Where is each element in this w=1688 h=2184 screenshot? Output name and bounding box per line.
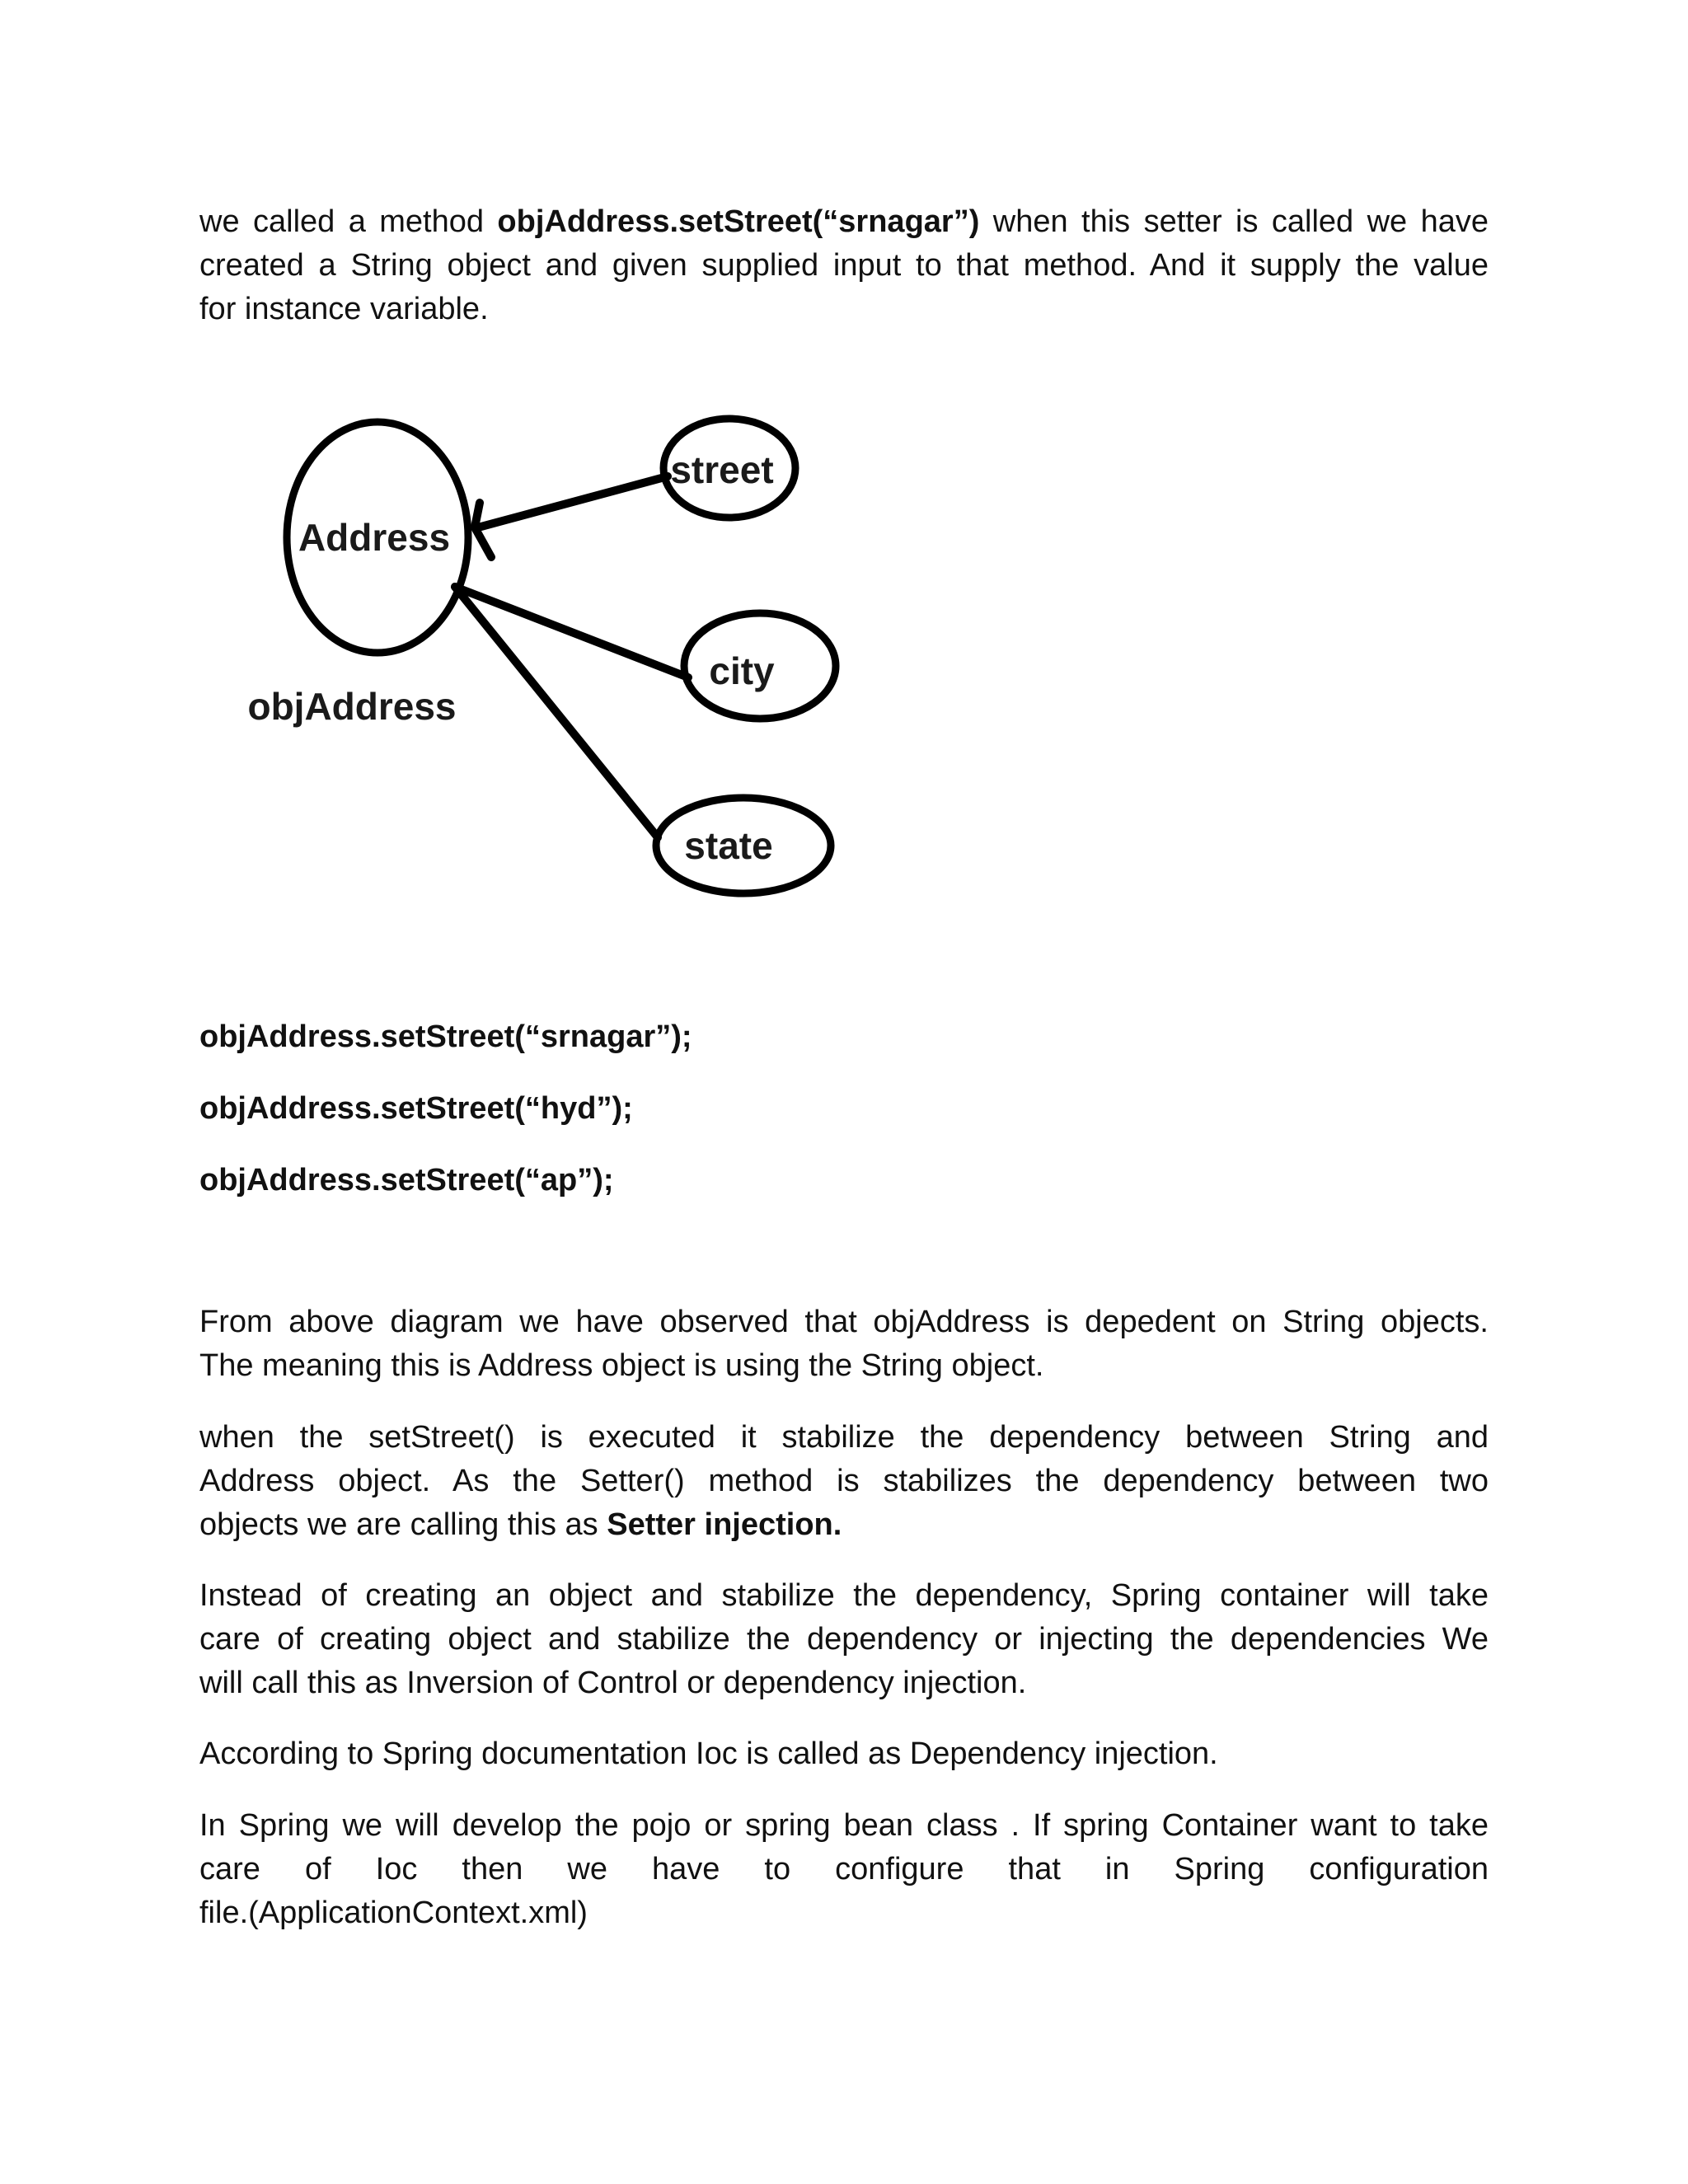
city-label: city [709,649,775,692]
intro-paragraph [199,200,1489,331]
code-line: objAddress.setStreet(“ap”); [199,1163,614,1197]
paragraph-line: file.(ApplicationContext.xml) [199,1896,588,1930]
paragraph-configuration [199,1804,1489,1935]
intro-line-3: for instance variable. [199,292,489,326]
paragraph-line: From above diagram we have observed that objAddress is depedent on String objects. [199,1305,1489,1339]
intro-line-1 [199,200,1489,244]
intro-text: when this setter is called we have [979,204,1489,239]
paragraph-line: Address object. As the Setter() method is stabilizes the dependency between two [199,1464,1489,1498]
paragraph-line: The meaning this is Address object is using the String object. [199,1348,1044,1383]
intro-line-2: created a String object and given supplied input to that method. And it supply the value [199,248,1489,283]
paragraph-observation [199,1301,1489,1388]
address-label: Address [298,516,451,559]
paragraph-line: According to Spring documentation Ioc is called as Dependency injection. [199,1736,1218,1771]
code-line: objAddress.setStreet(“hyd”); [199,1091,633,1126]
objaddress-label: objAddress [247,685,457,728]
intro-text: we called a method [199,204,498,239]
paragraph-line: when the setStreet() is executed it stabilize the dependency between String and [199,1420,1489,1455]
paragraph-line: care of creating object and stabilize the dependency or injecting the dependencies We [199,1622,1489,1657]
paragraph-line: In Spring we will develop the pojo or spring bean class . If spring Container want to take [199,1808,1489,1843]
code-line: objAddress.setStreet(“srnagar”); [199,1019,692,1054]
setter-injection-term: Setter injection. [607,1507,842,1542]
paragraph-ioc [199,1574,1489,1705]
state-label: state [684,824,773,867]
dependency-diagram [239,404,865,907]
paragraph-line: care of Ioc then we have to configure that in Spring configuration [199,1852,1489,1886]
paragraph-text: objects we are calling this as [199,1507,607,1542]
paragraph-documentation [199,1732,1489,1776]
paragraph-line: will call this as Inversion of Control or dependency injection. [199,1666,1027,1700]
diagram-svg [239,404,865,907]
paragraph-line [199,1503,1489,1547]
street-arrow-line [478,476,668,527]
inline-code-bold: objAddress.setStreet(“srnagar”) [497,204,980,239]
street-label: street [670,448,774,491]
paragraph-setter-injection [199,1416,1489,1547]
paragraph-line: Instead of creating an object and stabilize the dependency, Spring container will take [199,1578,1489,1613]
